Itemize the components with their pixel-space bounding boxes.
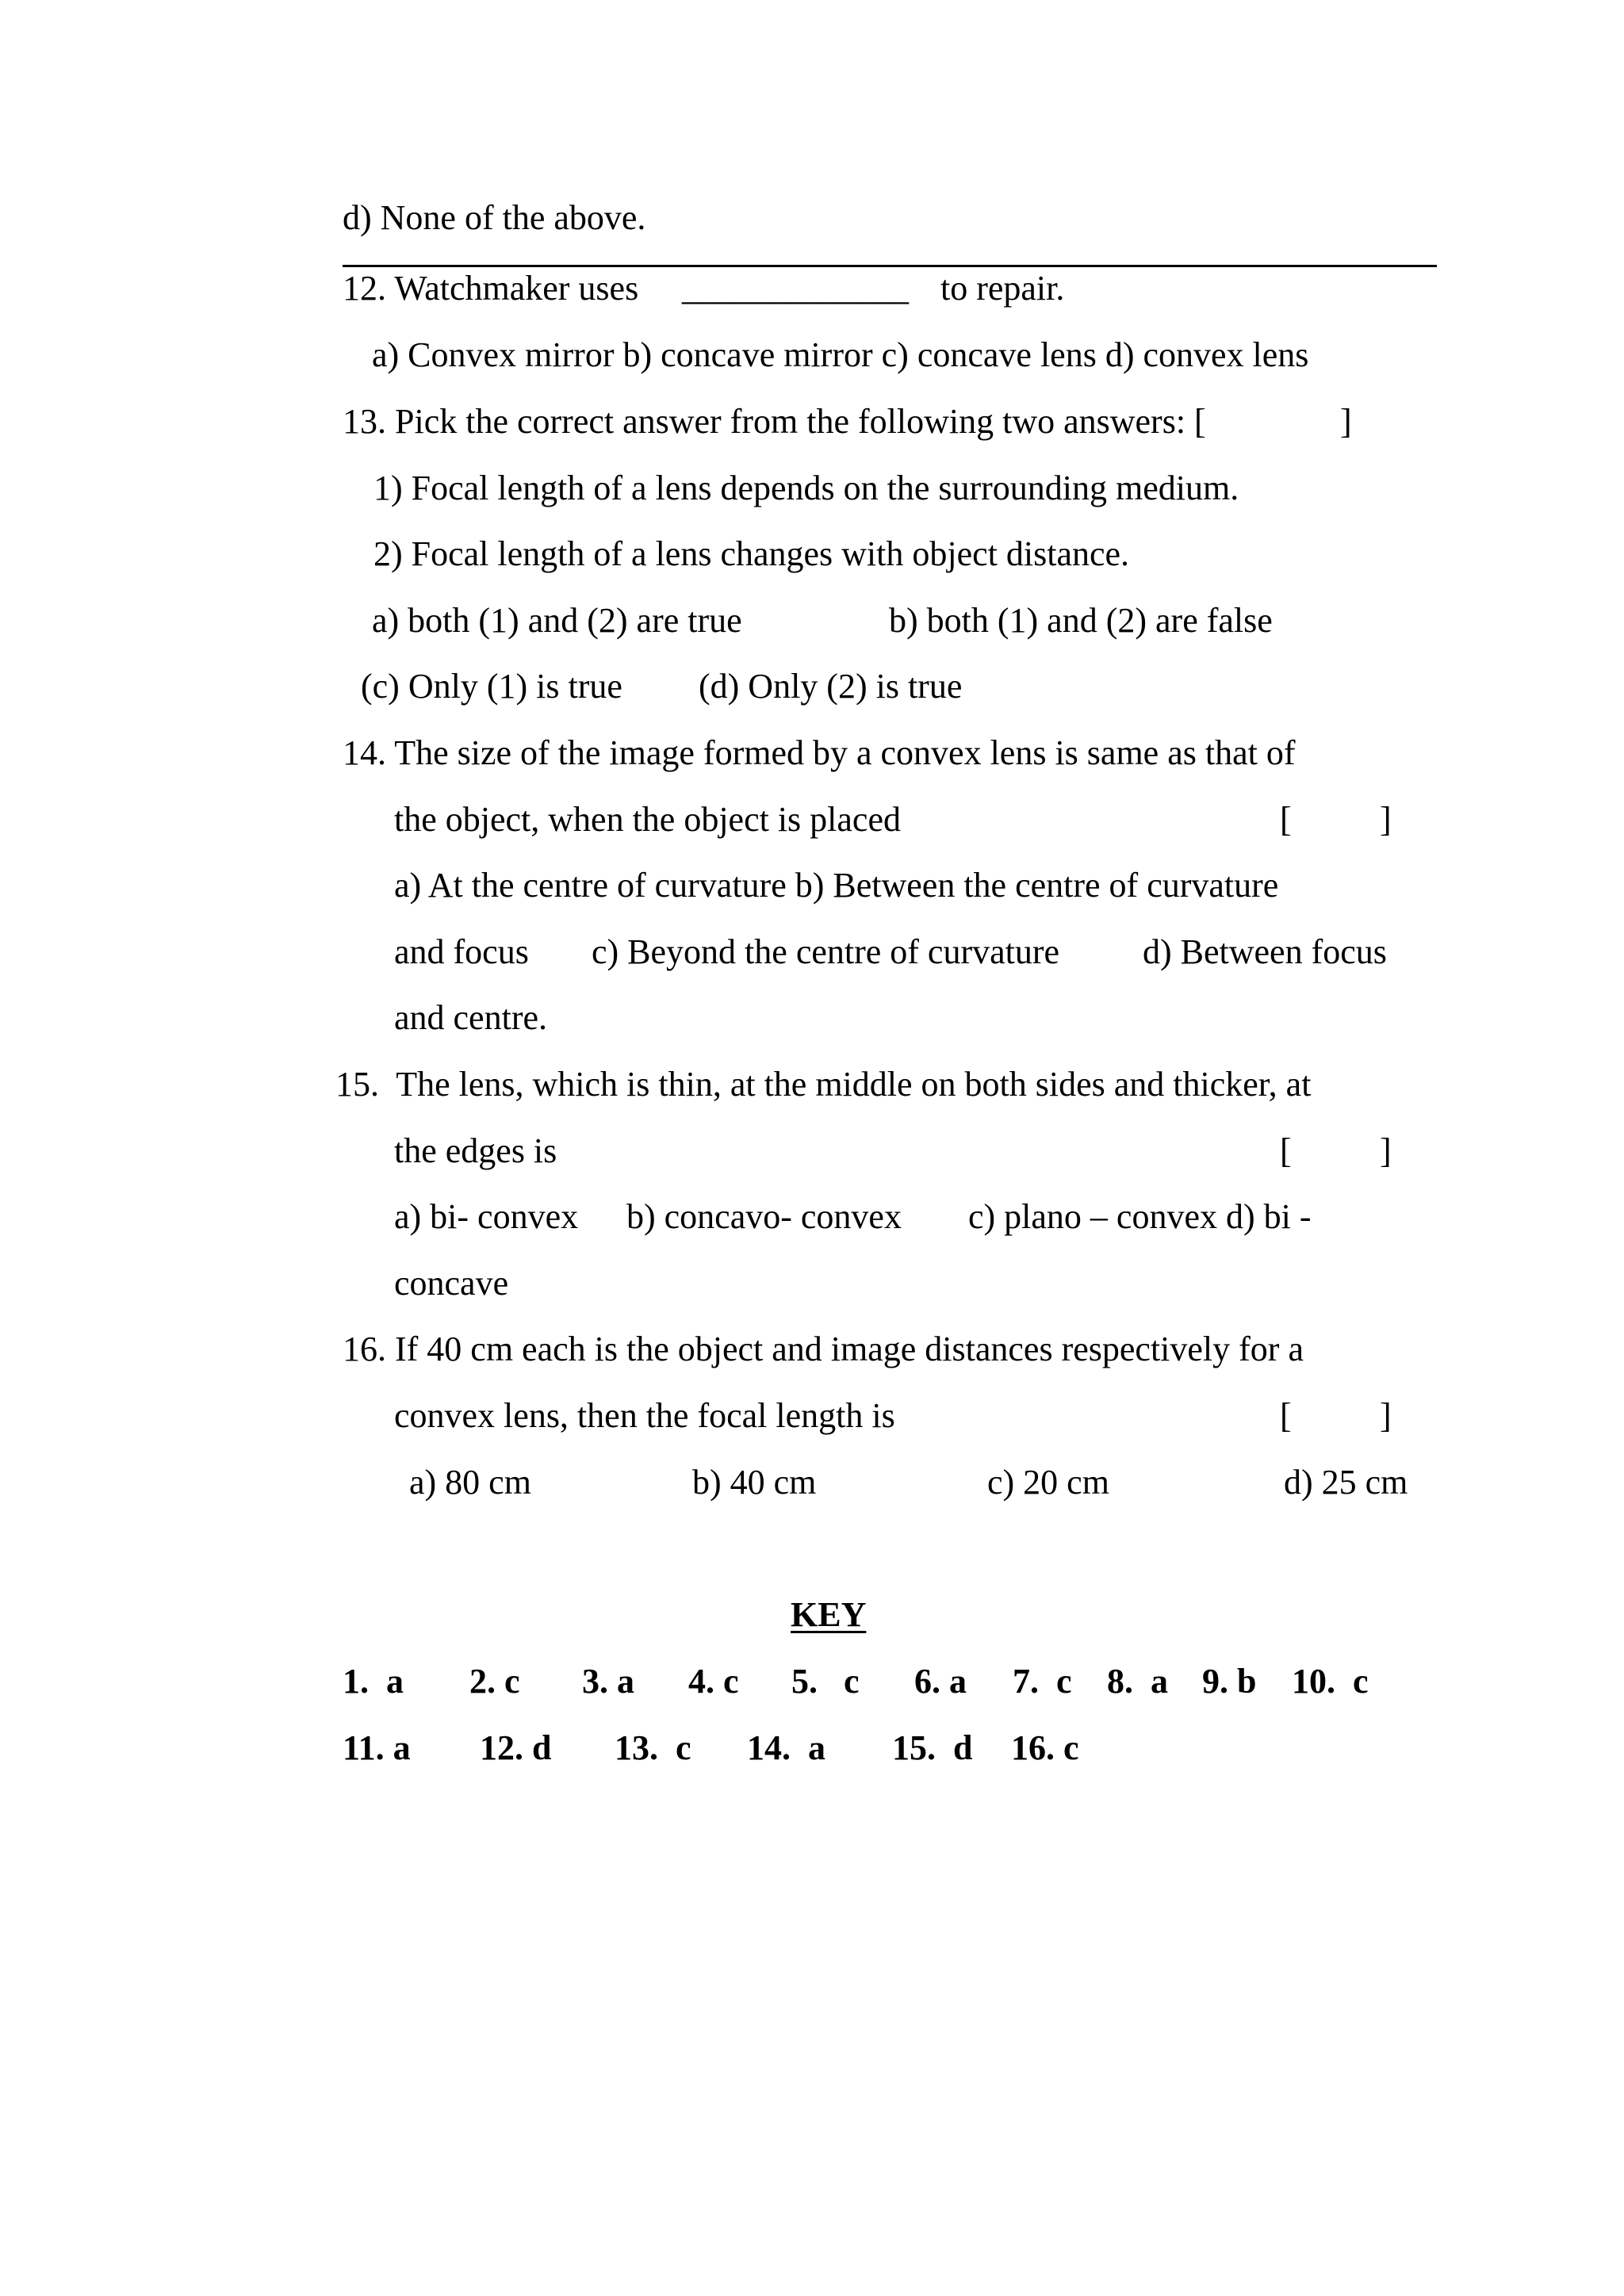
question-13-option-b: b) both (1) and (2) are false (889, 601, 1273, 640)
question-15-line-1: 15. The lens, which is thin, at the middle on both sides and thicker, at (335, 1065, 1312, 1104)
answer-key-item: 8. a (1107, 1662, 1168, 1701)
question-16-option-b: b) 40 cm (692, 1463, 817, 1502)
answer-key-item: 10. c (1292, 1662, 1369, 1701)
question-14-options-line-3: and centre. (394, 998, 547, 1037)
question-15-line-2: the edges is (394, 1131, 557, 1170)
question-12-stem-start: 12. Watchmaker uses (343, 269, 639, 308)
answer-key-item: 12. d (480, 1728, 552, 1767)
question-16-bracket-close: ] (1380, 1396, 1392, 1435)
question-12-blank: _____________ (682, 269, 909, 308)
answer-key-item: 5. c (791, 1662, 860, 1701)
question-15-bracket-open: [ (1280, 1131, 1292, 1170)
answer-key-item: 11. a (343, 1728, 411, 1767)
question-14-bracket-close: ] (1380, 800, 1392, 839)
question-13-option-d: (d) Only (2) is true (699, 667, 963, 706)
answer-key-item: 3. a (582, 1662, 634, 1701)
question-15-option-b: b) concavo- convex (626, 1197, 902, 1236)
answer-key-item: 2. c (469, 1662, 520, 1701)
answer-key-item: 15. d (892, 1728, 973, 1767)
question-13-statement-1: 1) Focal length of a lens depends on the surrounding medium. (373, 469, 1239, 507)
question-16-option-a: a) 80 cm (409, 1463, 531, 1502)
answer-key-title: KEY (791, 1595, 867, 1634)
question-14-options-line-2a: and focus (394, 932, 529, 971)
question-14-line-2: the object, when the object is placed (394, 800, 901, 839)
question-14-options-line-2b: c) Beyond the centre of curvature (592, 932, 1060, 971)
question-13-statement-2: 2) Focal length of a lens changes with object distance. (373, 534, 1130, 573)
question-15-bracket-close: ] (1380, 1131, 1392, 1170)
answer-key-item: 9. b (1202, 1662, 1257, 1701)
answer-key-item: 14. a (747, 1728, 825, 1767)
question-16-option-d: d) 25 cm (1284, 1463, 1408, 1502)
question-13-stem: 13. Pick the correct answer from the following two answers: [ (343, 402, 1206, 441)
question-15-option-continuation: concave (394, 1264, 509, 1303)
question-14-options-line-1: a) At the centre of curvature b) Between the centre of curvature (394, 866, 1279, 905)
question-13-option-a: a) both (1) and (2) are true (372, 601, 742, 640)
question-14-line-1: 14. The size of the image formed by a convex lens is same as that of (343, 733, 1296, 772)
question-14-bracket-open: [ (1280, 800, 1292, 839)
question-13-bracket-close: ] (1340, 402, 1352, 441)
answer-key-item: 6. a (914, 1662, 967, 1701)
question-15-option-c-d: c) plano – convex d) bi - (968, 1197, 1312, 1236)
question-16-line-1: 16. If 40 cm each is the object and image distances respectively for a (343, 1330, 1304, 1368)
answer-key-item: 1. a (343, 1662, 404, 1701)
question-16-bracket-open: [ (1280, 1396, 1292, 1435)
question-12-options: a) Convex mirror b) concave mirror c) concave lens d) convex lens (372, 335, 1309, 374)
answer-key-item: 7. c (1013, 1662, 1072, 1701)
question-16-line-2: convex lens, then the focal length is (394, 1396, 895, 1435)
answer-key-item: 16. c (1011, 1728, 1079, 1767)
question-14-options-line-2c: d) Between focus (1143, 932, 1387, 971)
question-15-option-a: a) bi- convex (394, 1197, 579, 1236)
question-12-stem-end: to repair. (940, 269, 1065, 308)
answer-key-item: 4. c (688, 1662, 739, 1701)
previous-option-d: d) None of the above. (343, 198, 646, 237)
separator-rule (343, 265, 1437, 267)
answer-key-item: 13. c (615, 1728, 691, 1767)
question-16-option-c: c) 20 cm (987, 1463, 1109, 1502)
question-13-option-c: (c) Only (1) is true (361, 667, 622, 706)
